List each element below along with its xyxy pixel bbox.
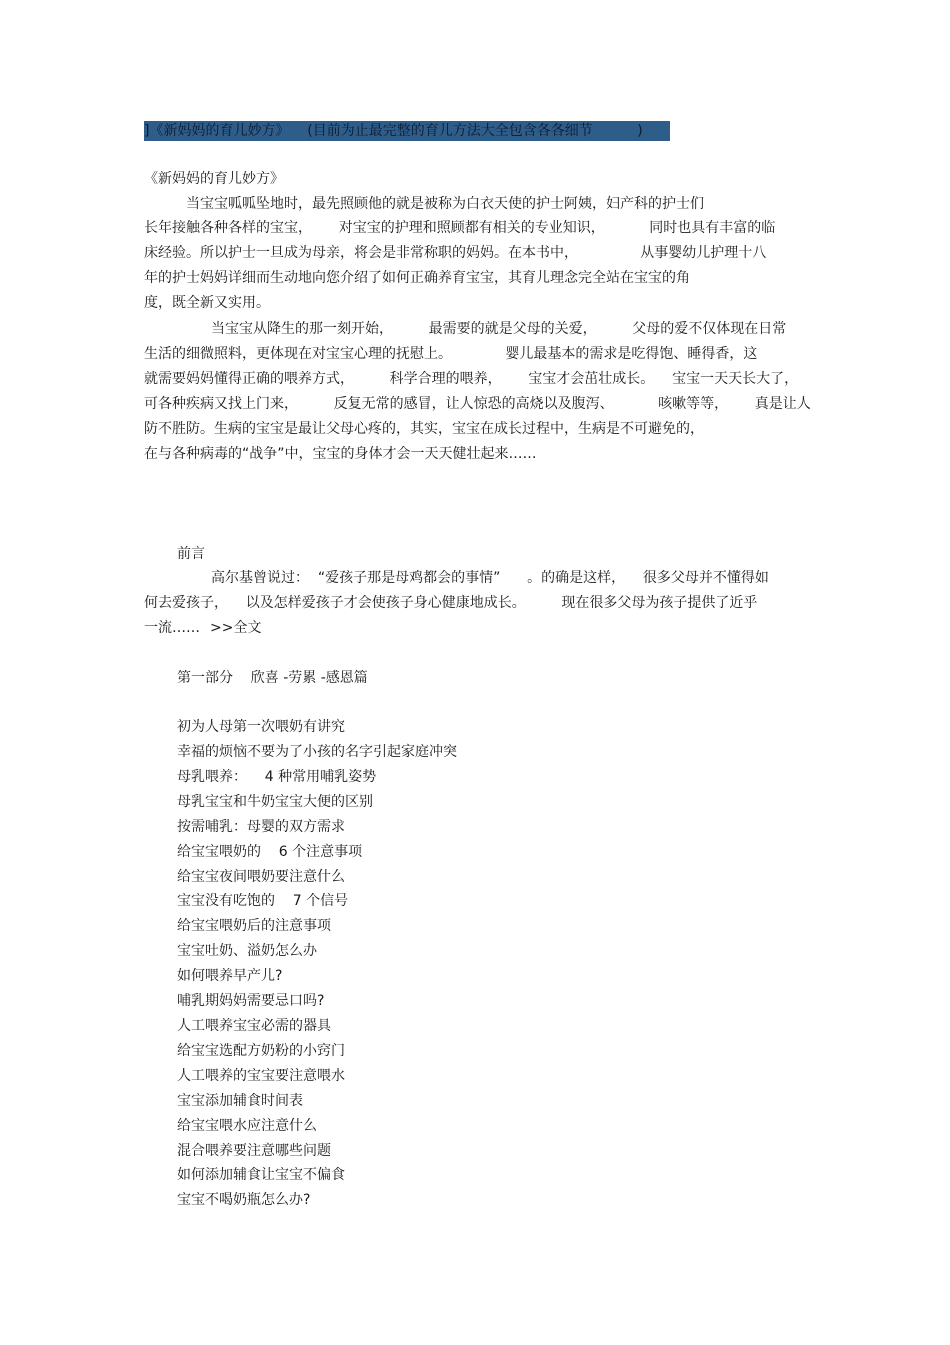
toc-item[interactable]: 宝宝不喝奶瓶怎么办? (177, 1192, 311, 1208)
intro-p2-line: 生活的细微照料，更体现在对宝宝心理的抚慰上。 婴儿最基本的需求是吃得饱、睡得香，这 (144, 346, 758, 362)
intro-p1-line: 长年接触各种各样的宝宝， 对宝宝的护理和照顾都有相关的专业知识， 同时也具有丰富的临 (144, 220, 776, 236)
title-banner-text: ]《新妈妈的育儿妙方》 (目前为止最完整的育儿方法大全包含各各细节 ) (144, 123, 643, 139)
part-one-heading: 第一部分 欣喜 -劳累 -感恩篇 (177, 670, 368, 686)
toc-item[interactable]: 如何添加辅食让宝宝不偏食 (177, 1167, 345, 1183)
intro-p1-line: 度，既全新又实用。 (144, 295, 270, 311)
toc-item[interactable]: 幸福的烦恼不要为了小孩的名字引起家庭冲突 (177, 744, 457, 760)
intro-p1-line: 年的护士妈妈详细而生动地向您介绍了如何正确养育宝宝，其育儿理念完全站在宝宝的角 (144, 270, 690, 286)
intro-p1-line: 床经验。所以护士一旦成为母亲，将会是非常称职的妈妈。在本书中， 从事婴幼儿护理十八 (144, 245, 767, 261)
toc-item[interactable]: 按需哺乳：母婴的双方需求 (177, 819, 345, 835)
toc-item[interactable]: 人工喂养宝宝必需的器具 (177, 1018, 331, 1034)
preface-line: 何去爱孩子， 以及怎样爱孩子才会使孩子身心健康地成长。 现在很多父母为孩子提供了近乎 (144, 595, 758, 611)
intro-p2-line: 就需要妈妈懂得正确的喂养方式， 科学合理的喂养， 宝宝才会茁壮成长。 宝宝一天天长大了， (144, 371, 799, 387)
book-title: 《新妈妈的育儿妙方》 (144, 171, 284, 187)
intro-p2-line: 防不胜防。生病的宝宝是最让父母心疼的，其实，宝宝在成长过程中，生病是不可避免的， (144, 421, 704, 437)
full-text-link[interactable]: >>全文 (210, 620, 262, 636)
toc-item[interactable]: 宝宝没有吃饱的 7 个信号 (177, 893, 349, 909)
toc-item[interactable]: 混合喂养要注意哪些问题 (177, 1143, 331, 1159)
toc-item[interactable]: 人工喂养的宝宝要注意喂水 (177, 1068, 345, 1084)
toc-item[interactable]: 如何喂养早产儿? (177, 968, 283, 984)
toc-item[interactable]: 母乳宝宝和牛奶宝宝大便的区别 (177, 794, 373, 810)
toc-item[interactable]: 给宝宝喂奶的 6 个注意事项 (177, 844, 363, 860)
preface-line: 一流…… (144, 620, 200, 636)
intro-p2-line: 在与各种病毒的“战争”中，宝宝的身体才会一天天健壮起来…… (144, 446, 537, 462)
toc-item[interactable]: 给宝宝夜间喂奶要注意什么 (177, 869, 345, 885)
toc-item[interactable]: 给宝宝选配方奶粉的小窍门 (177, 1043, 345, 1059)
toc-item[interactable]: 给宝宝喂水应注意什么 (177, 1118, 317, 1134)
toc-item[interactable]: 母乳喂养： 4 种常用哺乳姿势 (177, 769, 377, 785)
toc-item[interactable]: 初为人母第一次喂奶有讲究 (177, 719, 345, 735)
preface-line: 高尔基曾说过： “爱孩子那是母鸡都会的事情” 。的确是这样， 很多父母并不懂得如 (211, 570, 769, 586)
intro-p1-line: 当宝宝呱呱坠地时，最先照顾他的就是被称为白衣天使的护士阿姨，妇产科的护士们 (186, 196, 704, 212)
toc-item[interactable]: 哺乳期妈妈需要忌口吗? (177, 993, 325, 1009)
intro-p2-line: 当宝宝从降生的那一刻开始， 最需要的就是父母的关爱， 父母的爱不仅体现在日常 (211, 321, 787, 337)
toc-item[interactable]: 宝宝吐奶、溢奶怎么办 (177, 943, 317, 959)
toc-item[interactable]: 给宝宝喂奶后的注意事项 (177, 918, 331, 934)
toc-item[interactable]: 宝宝添加辅食时间表 (177, 1093, 303, 1109)
intro-p2-line: 可各种疾病又找上门来， 反复无常的感冒，让人惊恐的高烧以及腹泻、 咳嗽等等， 真是让人 (144, 396, 811, 412)
preface-heading: 前言 (177, 546, 205, 562)
